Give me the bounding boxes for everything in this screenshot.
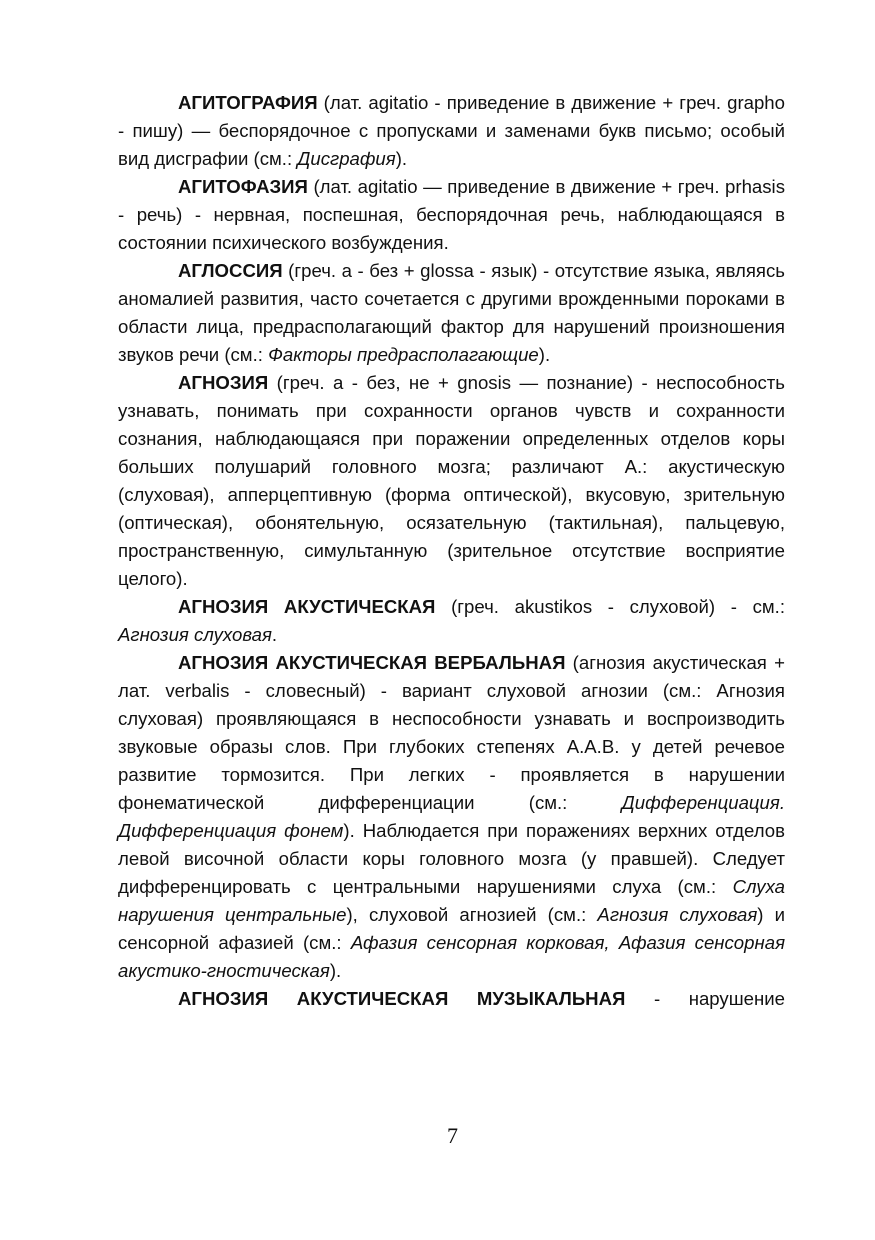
page-number: 7 bbox=[447, 1123, 458, 1148]
entry-text: . bbox=[271, 624, 278, 645]
dictionary-entry-agnoziya-akusticheskaya bbox=[118, 593, 785, 649]
entry-term: АГНОЗИЯ АКУСТИЧЕСКАЯ bbox=[178, 596, 436, 617]
entry-text: - нарушение bbox=[625, 988, 785, 1009]
dictionary-text-column bbox=[118, 89, 785, 1013]
cross-reference: Факторы предрасполагающие bbox=[268, 344, 539, 365]
cross-reference: Дифференциация. Дифференциация фонем bbox=[118, 792, 785, 841]
dictionary-entry-agitografiya bbox=[118, 89, 785, 173]
entry-term: АГЛОССИЯ bbox=[178, 260, 283, 281]
entry-text: (греч. а - без + glossa - язык) - отсутствие языка, являясь аномалией развития, часто сочетается с другими врожденными пороками в области лица, предрасполагающий фактор для нарушений произношения звуков речи (см.: bbox=[118, 260, 785, 365]
entry-text: (греч. а - без, не + gnosis — познание) - неспособность узнавать, понимать при сохранности органов чувств и сохранности сознания, наблюдающаяся при поражении определенных отделов коры больших полушарий головного мозга; различают А.: акустическую (слуховая), апперцептивную (форма оптической), вкусовую, зрительную (оптическая), обонятельную, осязательную (тактильная), пальцевую, пространственную, симультанную (зрительное отсутствие восприятие целого). bbox=[118, 372, 785, 589]
dictionary-entry-agnoziya bbox=[118, 369, 785, 593]
entry-text: ). bbox=[538, 344, 551, 365]
entry-term: АГИТОГРАФИЯ bbox=[178, 92, 318, 113]
entry-text: ). Наблюдается при поражениях верхних отделов левой височной области коры головного мозга (у правшей). Следует дифференцировать с центральными нарушениями слуха (см.: bbox=[118, 820, 785, 897]
dictionary-entry-agitofaziya bbox=[118, 173, 785, 257]
cross-reference: Дисграфия bbox=[297, 148, 396, 169]
entry-text: (агнозия акустическая + лат. verbalis - словесный) - вариант слуховой агнозии (см.: Агнозия слуховая) проявляющаяся в неспособности узнавать и воспроизводить звуковые образы слов. При глубоких степенях А.А.В. у детей речевое развитие тормозится. При легких - проявляется в нарушении фонематической дифференциации (см.: bbox=[118, 652, 785, 813]
entry-text: ), слуховой агнозией (см.: bbox=[346, 904, 598, 925]
dictionary-entry-agnoziya-akusticheskaya-muzykalnaya bbox=[118, 985, 785, 1013]
entry-text: ). bbox=[329, 960, 342, 981]
entry-term: АГНОЗИЯ bbox=[178, 372, 269, 393]
entry-text: (лат. agitatio - приведение в движение + греч. grapho - пишу) — беспорядочное с пропусками и заменами букв письмо; особый вид дисграфии (см.: bbox=[118, 92, 785, 169]
cross-reference: Агнозия слуховая bbox=[118, 624, 272, 645]
cross-reference: Афазия сенсорная корковая, Афазия сенсорная акустико-гностическая bbox=[118, 932, 785, 981]
cross-reference: Агнозия слуховая bbox=[597, 904, 758, 925]
cross-reference: Слуха нарушения центральные bbox=[118, 876, 785, 925]
dictionary-entry-agnoziya-akusticheskaya-verbalnaya bbox=[118, 649, 785, 985]
entry-text: (лат. agitatio — приведение в движение + греч. prhasis - речь) - нервная, поспешная, беспорядочная речь, наблюдающаяся в состоянии психического возбуждения. bbox=[118, 176, 785, 253]
entry-term: АГИТОФАЗИЯ bbox=[178, 176, 308, 197]
entry-text: ). bbox=[395, 148, 408, 169]
entry-text: ) и сенсорной афазией (см.: bbox=[118, 904, 785, 953]
entry-term: АГНОЗИЯ АКУСТИЧЕСКАЯ МУЗЫКАЛЬНАЯ bbox=[178, 988, 626, 1009]
dictionary-entry-aglossiya bbox=[118, 257, 785, 369]
entry-text: (греч. akustikos - слуховой) - см.: bbox=[435, 596, 785, 617]
entry-term: АГНОЗИЯ АКУСТИЧЕСКАЯ ВЕРБАЛЬНАЯ bbox=[178, 652, 566, 673]
